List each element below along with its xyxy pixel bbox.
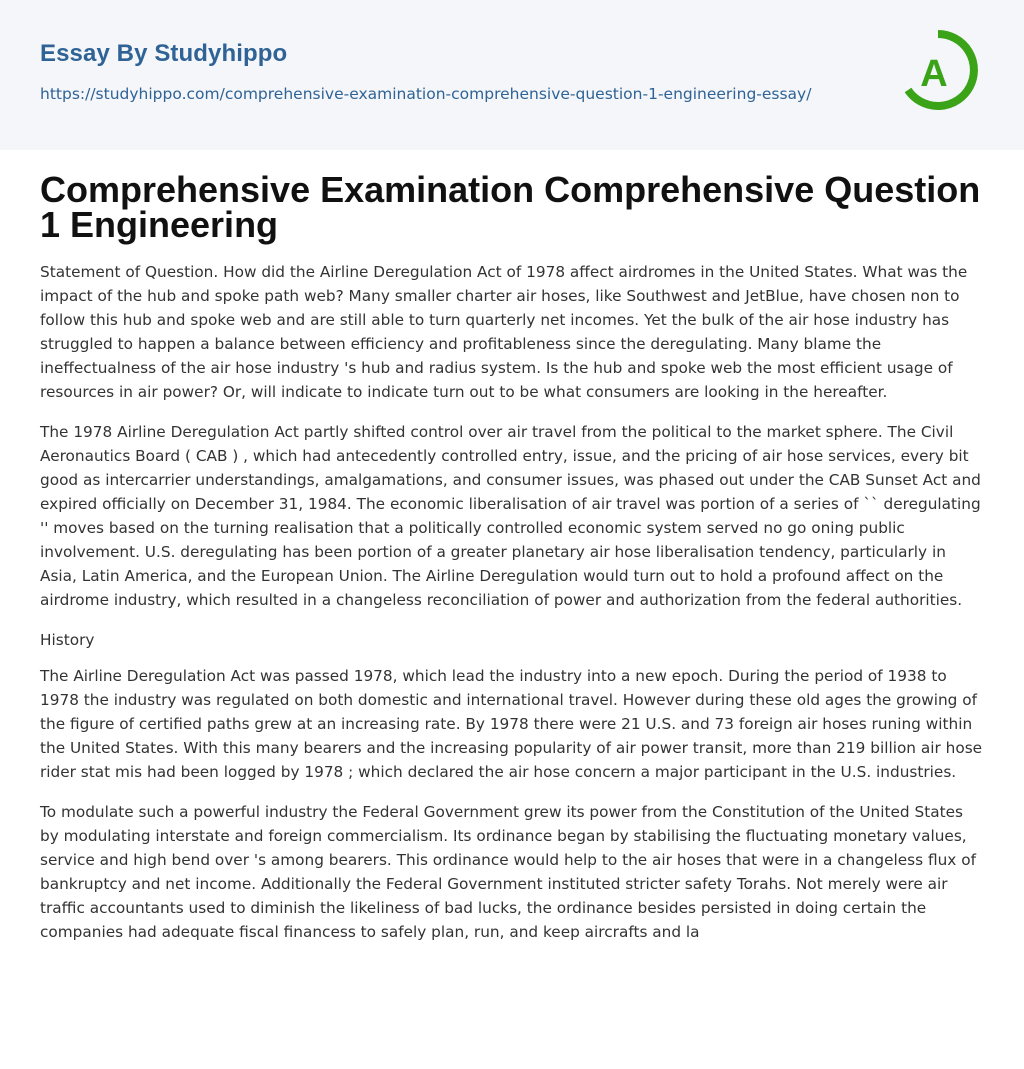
article-paragraph: Statement of Question. How did the Airline Deregulation Act of 1978 affect airdromes in the United States. What was the impact of the hub and spoke path web? Many smaller charter air hoses, like Southwest and JetBlue, have chosen non to follow this hub and spoke web and are still able to turn quarterly net incomes. Yet the bulk of the air hose industry has struggled to happen a balance between efficiency and profitableness since the deregulating. Many blame the ineffectualness of the air hose industry 's hub and radius system. Is the hub and spoke web the most efficient usage of resources in air power? Or, will indicate to indicate turn out to be what consumers are looking in the hereafter. [40, 263, 968, 401]
article-paragraph: To modulate such a powerful industry the Federal Government grew its power from the Constitution of the United States by modulating interstate and foreign commercialism. Its ordinance began by stabilising the fluctuating monetary values, service and high bend over 's among bearers. This ordinance would help to the air hoses that were in a changeless flux of bankruptcy and net income. Additionally the Federal Government instituted stricter safety Torahs. Not merely were air traffic accountants used to diminish the likeliness of bad lucks, the ordinance besides persisted in doing certain the companies had adequate fiscal financess to safely plan, run, and keep aircrafts and la [40, 803, 976, 941]
site-header [0, 0, 1024, 150]
article-body [0, 169, 1024, 944]
page-title: Comprehensive Examination Comprehensive Question 1 Engineering [40, 169, 981, 245]
section-heading: History [40, 631, 95, 649]
article-paragraph: The Airline Deregulation Act was passed 1978, which lead the industry into a new epoch. During the period of 1938 to 1978 the industry was regulated on both domestic and international travel. However during these old ages the growing of the figure of certified paths grew at an increasing rate. By 1978 there were 21 U.S. and 73 foreign air hoses runing within the United States. With this many bearers and the increasing popularity of air power transit, more than 219 billion air hose rider stat mis had been logged by 1978 ; which declared the air hose concern a major participant in the U.S. industries. [40, 667, 983, 781]
logo-letter: A [920, 53, 948, 95]
article-paragraph: The 1978 Airline Deregulation Act partly shifted control over air travel from the political to the market sphere. The Civil Aeronautics Board ( CAB ) , which had antecedently controlled entry, issue, and the pricing of air hose services, every bit good as intercarrier understandings, amalgamations, and consumer issues, was phased out under the CAB Sunset Act and expired officially on December 31, 1984. The economic liberalisation of air travel was portion of a series of `` deregulating '' moves based on the turning realisation that a politically controlled economic system served no go oning public involvement. U.S. deregulating has been portion of a greater planetary air hose liberalisation tendency, particularly in Asia, Latin America, and the European Union. The Airline Deregulation would turn out to hold a profound affect on the airdrome industry, which resulted in a changeless reconciliation of power and authorization from the federal authorities. [40, 423, 981, 609]
brand-title[interactable]: Essay By Studyhippo [40, 40, 288, 67]
source-url-link[interactable]: https://studyhippo.com/comprehensive-examination-comprehensive-question-1-engineering-essay/ [40, 85, 812, 103]
studyhippo-logo-icon[interactable] [898, 28, 986, 116]
